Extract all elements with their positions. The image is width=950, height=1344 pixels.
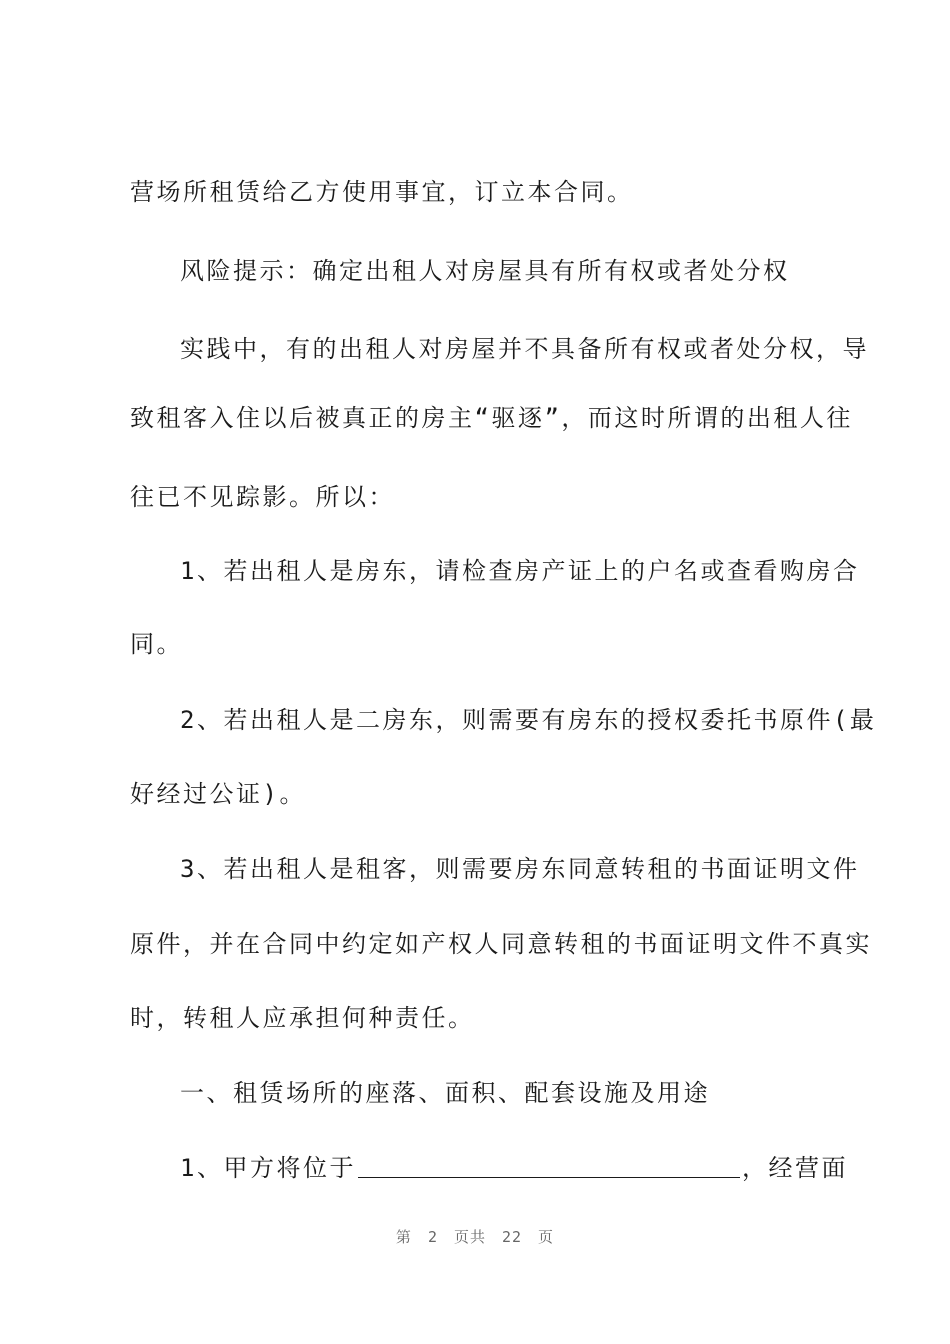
footer-label-of: 页共 xyxy=(453,1228,486,1246)
list-item-line: 3、若出租人是租客，则需要房东同意转租的书面证明文件 xyxy=(180,855,860,883)
list-item-line: 2、若出租人是二房东，则需要有房东的授权委托书原件(最 xyxy=(180,706,877,734)
page-footer xyxy=(0,1226,950,1247)
fill-in-line xyxy=(0,1152,950,1184)
paragraph-line: 往已不见踪影。所以： xyxy=(130,483,395,511)
list-item-line: 原件，并在合同中约定如产权人同意转租的书面证明文件不真实 xyxy=(130,930,872,958)
fill-in-suffix: ，经营面 xyxy=(741,1154,848,1182)
footer-label-end: 页 xyxy=(538,1228,555,1246)
list-item-line: 1、若出租人是房东，请检查房产证上的户名或查看购房合 xyxy=(180,557,860,585)
paragraph-line: 营场所租赁给乙方使用事宜，订立本合同。 xyxy=(130,178,634,206)
footer-label-page: 第 xyxy=(395,1228,412,1246)
list-item-line: 时，转租人应承担何种责任。 xyxy=(130,1004,475,1032)
list-item-line: 好经过公证)。 xyxy=(130,780,306,808)
list-item-line: 同。 xyxy=(130,630,183,658)
total-page-count: 22 xyxy=(501,1228,523,1246)
section-heading: 一、租赁场所的座落、面积、配套设施及用途 xyxy=(180,1079,710,1107)
current-page-number: 2 xyxy=(427,1228,438,1246)
paragraph-line: 实践中，有的出租人对房屋并不具备所有权或者处分权，导 xyxy=(180,335,869,363)
blank-field[interactable] xyxy=(358,1155,740,1178)
fill-in-prefix: 1、甲方将位于 xyxy=(180,1154,356,1182)
paragraph-line: 致租客入住以后被真正的房主“驱逐”，而这时所谓的出租人往 xyxy=(130,404,853,432)
risk-heading: 风险提示：确定出租人对房屋具有所有权或者处分权 xyxy=(180,257,790,285)
